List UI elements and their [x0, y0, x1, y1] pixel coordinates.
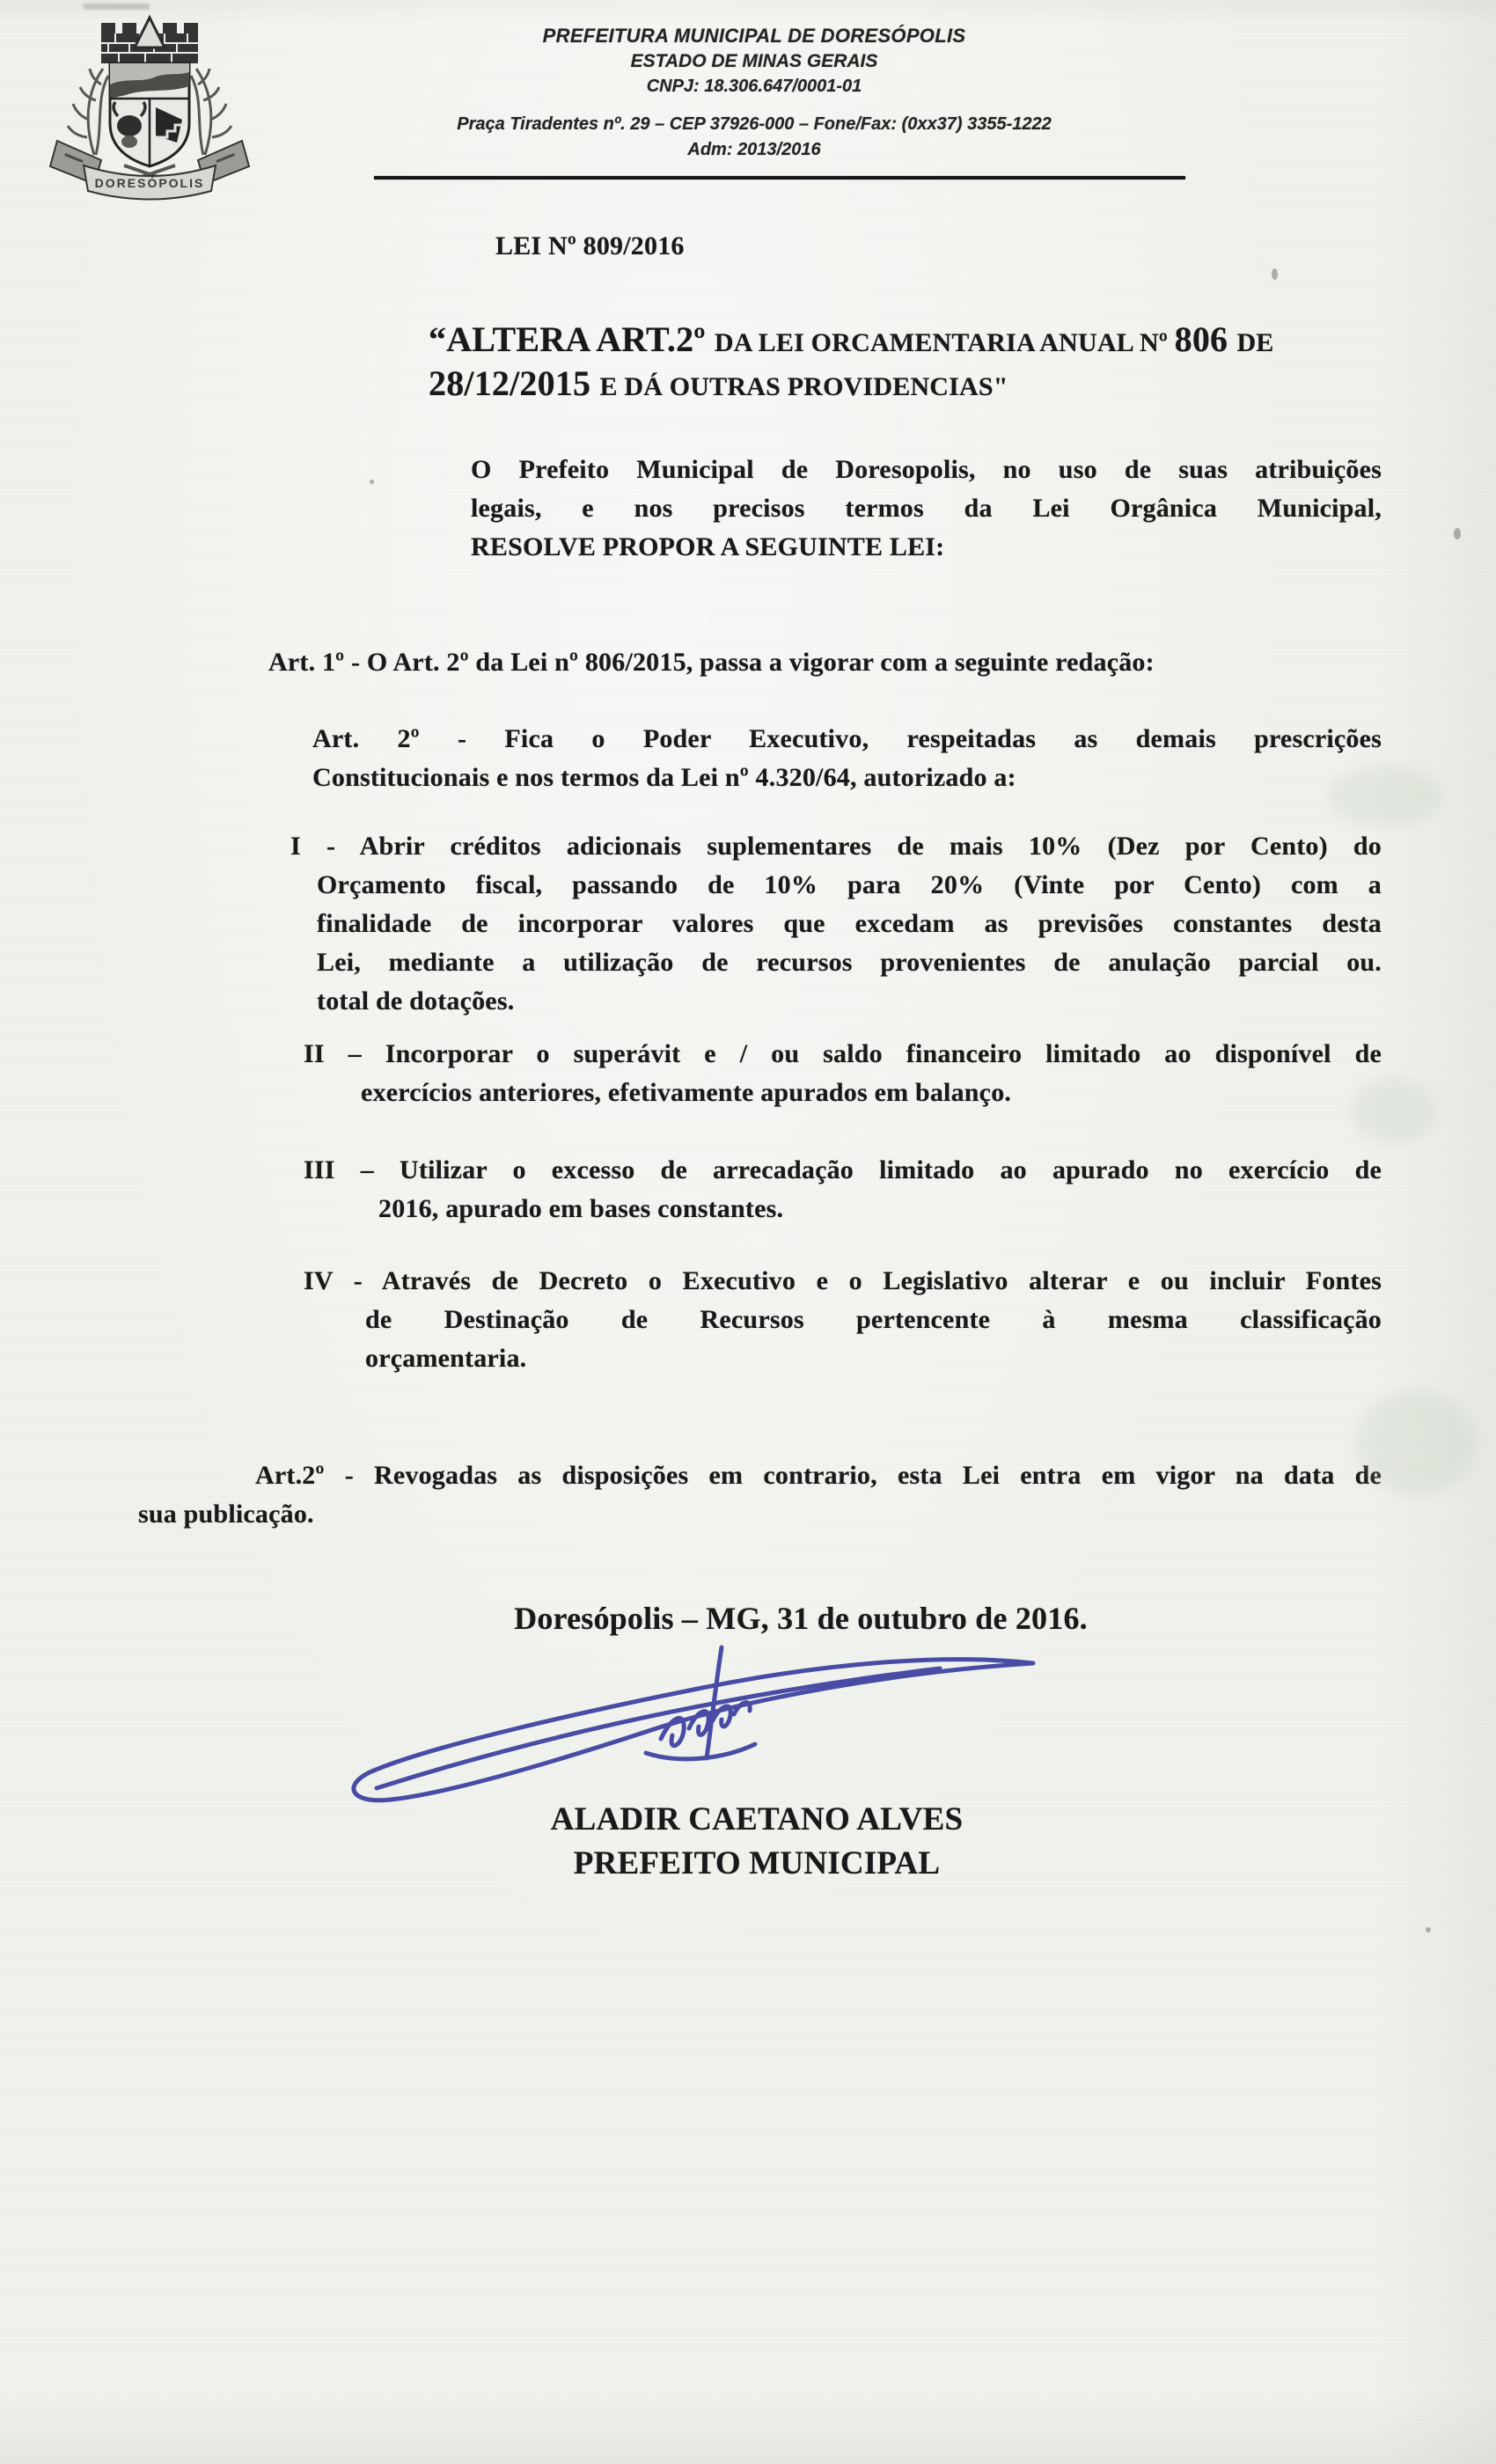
item-IV: [304, 1262, 1382, 1378]
crest-shield: [110, 63, 189, 166]
title-segment: E DÁ OUTRAS PROVIDENCIAS": [599, 372, 1008, 401]
text-line: Lei, mediante a utilização de recursos provenientes de anulação parcial ou.: [317, 948, 1382, 977]
municipal-crest: [31, 11, 268, 204]
text-line: I - Abrir créditos adicionais suplementares de mais 10% (Dez por Cento) do: [290, 832, 1382, 861]
crest-banner-text: DORESÓPOLIS: [94, 176, 205, 190]
scan-artifact-bleed: [1355, 1390, 1478, 1496]
closing-paragraph: [138, 1456, 1382, 1534]
item-II: [304, 1035, 1382, 1112]
text-line: III – Utilizar o excesso de arrecadação limitado ao apurado no exercício de: [304, 1155, 1382, 1184]
text-line: Art. 1º - O Art. 2º da Lei nº 806/2015, passa a vigorar com a seguinte redação:: [268, 648, 1155, 677]
title-segment: “ALTERA ART.2º: [429, 319, 715, 359]
item-I: [290, 827, 1382, 1021]
text-line: II – Incorporar o superávit e / ou saldo financeiro limitado ao disponível de: [304, 1039, 1382, 1068]
scan-artifact-speck: [1454, 528, 1461, 539]
dateline: Doresópolis – MG, 31 de outubro de 2016.: [514, 1601, 1088, 1636]
text-line: Art.2º - Revogadas as disposições em contrario, esta Lei entra em vigor na data de: [255, 1461, 1382, 1490]
article-2-intro: [312, 720, 1382, 797]
text-line: IV - Através de Decreto o Executivo e o Legislativo alterar e ou incluir Fontes: [304, 1266, 1382, 1295]
text-line: Orçamento fiscal, passando de 10% para 20% (Vinte por Cento) com a: [317, 870, 1382, 899]
letterhead-spacer: [376, 99, 1133, 112]
law-title: [429, 319, 1300, 407]
letterhead-cnpj: CNPJ: 18.306.647/0001-01: [646, 77, 862, 96]
crest-icon: [31, 11, 268, 204]
text-line: exercícios anteriores, efetivamente apurados em balanço.: [361, 1078, 1012, 1107]
scan-artifact-speck: [1272, 268, 1278, 280]
text-line: RESOLVE PROPOR A SEGUINTE LEI:: [471, 532, 945, 561]
text-line: Art. 2º - Fica o Poder Executivo, respeitadas as demais prescrições: [312, 724, 1382, 753]
title-segment: DA LEI ORCAMENTARIA ANUAL Nº: [714, 328, 1175, 357]
title-segment: 806: [1174, 319, 1237, 359]
title-segment: 28/12/2015: [429, 363, 600, 403]
letterhead-org: PREFEITURA MUNICIPAL DE DORESÓPOLIS: [542, 25, 966, 47]
signer-block: [378, 1798, 1135, 1886]
signature-ink-icon: [324, 1639, 1063, 1823]
text-line: de Destinação de Recursos pertencente à mesma classificação: [365, 1305, 1382, 1334]
law-number: LEI Nº 809/2016: [495, 231, 685, 260]
letterhead-state: ESTADO DE MINAS GERAIS: [630, 51, 878, 71]
letterhead-address: Praça Tiradentes nº. 29 – CEP 37926-000 – Fone/Fax: (0xx37) 3355-1222: [457, 114, 1052, 134]
text-line: sua publicação.: [138, 1500, 314, 1529]
letterhead: [376, 23, 1133, 163]
text-line: 2016, apurado em bases constantes.: [378, 1194, 784, 1223]
text-line: finalidade de incorporar valores que excedam as previsões constantes desta: [317, 909, 1382, 938]
text-line: total de dotações.: [317, 986, 515, 1016]
signer-name: ALADIR CAETANO ALVES: [550, 1801, 964, 1837]
scan-artifact-bleed: [1329, 766, 1443, 827]
text-line: O Prefeito Municipal de Doresopolis, no uso de suas atribuições: [471, 455, 1382, 484]
article-1: [268, 643, 1386, 682]
item-III: [304, 1151, 1382, 1228]
scan-artifact-top-edge: [84, 4, 150, 10]
crest-crown: [101, 18, 198, 63]
preamble-paragraph: [471, 451, 1382, 567]
scan-artifact-speck: [1426, 1927, 1431, 1932]
letterhead-administration: Adm: 2013/2016: [687, 140, 821, 159]
signature-scribble: [324, 1639, 1063, 1823]
text-line: legais, e nos precisos termos da Lei Orgânica Municipal,: [471, 494, 1382, 523]
letterhead-divider: [374, 176, 1185, 180]
scan-artifact-speck: [370, 480, 374, 484]
text-line: Constitucionais e nos termos da Lei nº 4.320/64, autorizado a:: [312, 763, 1016, 792]
signer-role: PREFEITO MUNICIPAL: [573, 1845, 941, 1881]
text-line: orçamentaria.: [365, 1344, 527, 1373]
title-segment: DE: [1236, 328, 1274, 357]
scan-artifact-bleed: [1351, 1078, 1434, 1144]
